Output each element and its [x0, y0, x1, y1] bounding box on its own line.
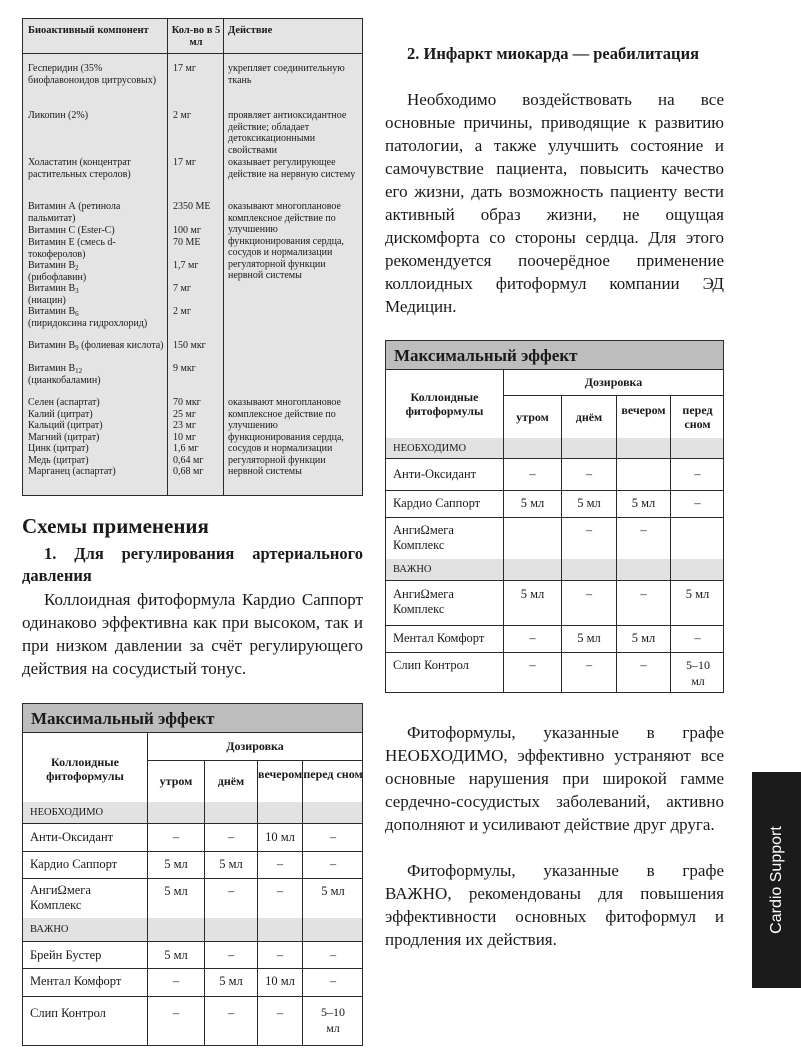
section-needed: НЕОБХОДИМО [23, 802, 362, 824]
dose-evening: 10 мл [265, 830, 295, 844]
mineral-name: Селен (аспартат) [28, 397, 100, 408]
ingredient-amount: 2 мг [173, 110, 191, 121]
subheading-infarction: 2. Инфаркт миокарда — реабилитация [407, 44, 699, 63]
dose-sleep: – [329, 830, 337, 844]
table-row [386, 581, 723, 626]
dose-day: – [585, 587, 593, 601]
formula-name: АнгиΩмега Комплекс [393, 523, 454, 552]
formula-name: Кардио Саппорт [30, 857, 118, 871]
paragraph-needed: Фитоформулы, указанные в графе НЕОБХОДИМО, эффективно устраняют все основные нарушения при широкой гамме сердечно-сосудистых заболеваний, активно дополняют и усиливают действие друг друга. [385, 723, 724, 834]
mineral-name: Марганец (аспартат) [28, 466, 116, 477]
mineral-name: Цинк (цитрат) [28, 443, 89, 454]
ingredient-amount: 100 мг [173, 225, 201, 236]
dose-morning: 5 мл [164, 884, 188, 898]
mineral-name: Калий (цитрат) [28, 408, 93, 420]
dose-sleep: – [694, 496, 701, 510]
header-action: Действие [228, 25, 273, 36]
mineral-name: Медь (цитрат) [28, 454, 89, 466]
dose-day: 5 мл [577, 496, 601, 510]
formula-name: Анти-Оксидант [393, 467, 477, 481]
dose-sleep: 5–10 мл [321, 1005, 345, 1035]
table-row [386, 490, 723, 518]
paragraph-important: Фитоформулы, указанные в графе ВАЖНО, рекомендованы для повышения эффективности основных фитоформул и продления их действия. [385, 861, 724, 949]
header-formula: Коллоидные фитоформулы [405, 390, 484, 418]
dose-evening: – [276, 857, 284, 871]
section-needed: НЕОБХОДИМО [386, 438, 723, 459]
ingredient-amount: 2350 МЕ [173, 201, 211, 212]
ingredient-name: Витамин $В_9$ (фолиевая кислота) [28, 340, 164, 352]
table-header [386, 370, 723, 439]
header-before-sleep: перед сном [303, 767, 363, 781]
dose-day: – [585, 658, 593, 672]
subheading-pressure: 1. Для регулирования артериального давления [22, 544, 363, 585]
header-day: днём [217, 774, 245, 788]
paragraph-infarction: Необходимо воздействовать на все основные причины, приводящие к развитию патологии, а также улучшить состояние и самочувствие пациента, повысить качество его жизни, дать возможность пациенту вести активный образ жизни, не ощущая дискомфорта со стороны сердца. Для этого рекомендуется поочерёдное применение коллоидных фитоформул компании ЭД Медицин. [385, 90, 724, 316]
ingredient-amount: 2 мг [173, 306, 191, 317]
dose-sleep: – [694, 631, 701, 645]
dose-morning: 5 мл [164, 857, 188, 871]
paragraph-pressure: Коллоидная фитоформула Кардио Саппорт одинаково эффективна как при высоком, так и при низком давлении за счёт регулирующего действия на сосудистый тонус. [22, 590, 363, 678]
table-row [23, 968, 362, 997]
mineral-amount: 0,64 мг [173, 454, 204, 466]
dose-day: – [227, 1006, 235, 1020]
ingredient-name: Витамин $В_6$ (пиридоксина гидрохлорид) [28, 306, 148, 329]
dose-evening: 5 мл [631, 631, 656, 645]
dose-sleep: 5 мл [685, 587, 710, 601]
side-tab-label: Cardio Support [767, 826, 785, 934]
dose-evening: 5 мл [631, 496, 656, 510]
ingredient-name: Гесперидин (35% биофлавоноидов цитрусовых) [28, 63, 157, 86]
header-divider [23, 53, 362, 54]
ingredient-amount: 1,7 мг [173, 260, 199, 271]
ingredient-name: Витамин Е (смесь d-токоферолов) [28, 237, 116, 260]
header-day: днём [575, 410, 603, 424]
header-component: Биоактивный компонент [28, 25, 149, 36]
dose-day: – [227, 884, 235, 898]
header-morning: утром [516, 410, 549, 424]
dose-day: – [585, 523, 593, 537]
ingredient-amount: 7 мг [173, 283, 191, 294]
ingredient-name: Витамин $В_{12}$ (цианкобаламин) [28, 363, 101, 386]
formula-name: Слип Контрол [30, 1006, 106, 1020]
dose-sleep: – [329, 948, 337, 962]
dose-sleep: 5–10 мл [686, 658, 710, 688]
dose-morning: – [172, 974, 180, 988]
dose-day: 5 мл [219, 974, 243, 988]
dose-sleep: – [329, 974, 337, 988]
ingredient-name: Витамин С (Ester-C) [28, 225, 115, 236]
formula-name: АнгиΩмега Комплекс [393, 587, 454, 616]
table-row [386, 652, 723, 693]
header-morning: утром [159, 774, 193, 788]
table-row [23, 851, 362, 879]
ingredient-name: Ликопин (2%) [28, 110, 89, 121]
dose-morning: 5 мл [520, 496, 545, 510]
dose-table-infarction [385, 340, 724, 693]
ingredient-amount: 17 мг [173, 157, 196, 168]
dose-day: – [227, 948, 235, 962]
ingredient-amount: 9 мкг [173, 363, 196, 374]
table-header [23, 733, 362, 803]
table-row [386, 459, 723, 491]
dose-evening: – [640, 587, 647, 601]
header-amount: Кол-во в 5 мл [171, 25, 221, 48]
dose-day: – [227, 830, 235, 844]
ingredient-amount: 70 МЕ [173, 237, 201, 248]
mineral-amount: 70 мкг [173, 397, 201, 408]
side-tab [752, 772, 801, 988]
dose-sleep: – [694, 467, 701, 481]
formula-name: АнгиΩмега Комплекс [30, 883, 91, 912]
dose-evening: – [640, 658, 647, 672]
mineral-amount: 0,68 мг [173, 466, 204, 477]
dose-evening: – [276, 948, 284, 962]
dose-evening: – [276, 1006, 284, 1020]
formula-name: Брейн Бустер [30, 948, 102, 962]
table-row [23, 996, 362, 1045]
mineral-amount: 25 мг [173, 408, 196, 420]
formula-name: Ментал Комфорт [30, 974, 122, 988]
dose-morning: – [172, 830, 180, 844]
dose-morning: – [529, 631, 536, 645]
section-important: ВАЖНО [386, 559, 723, 581]
table-row [23, 824, 362, 852]
ingredient-name: Витамин А (ретинола пальмитат) [28, 201, 121, 224]
ingredient-action: оказывает регулирующее действие на нервную систему [228, 157, 356, 180]
mineral-amount: 1,6 мг [173, 443, 199, 454]
table-row [23, 942, 362, 969]
dose-day: 5 мл [219, 857, 243, 871]
dose-morning: – [529, 658, 536, 672]
ingredient-name: Холастатин (концентрат растительных стеролов) [28, 157, 131, 180]
section-important: ВАЖНО [23, 918, 362, 942]
header-dosage: Дозировка [584, 375, 643, 389]
ingredient-name: Витамин $В_3$ (ниацин) [28, 283, 79, 306]
mineral-name: Магний (цитрат) [28, 431, 100, 443]
dose-evening: – [640, 523, 647, 537]
ingredient-name: Витамин $В_2$ (рибофлавин) [28, 260, 87, 283]
table-row [23, 878, 362, 919]
mineral-name: Кальций (цитрат) [28, 420, 103, 431]
ingredients-table [22, 18, 363, 496]
ingredient-action: оказывают многоплановое комплексное действие по улучшению функционирования сердца, сосудов и нормализации регуляторной функции нервной системы [228, 397, 344, 477]
formula-name: Слип Контрол [393, 658, 469, 672]
ingredient-action: оказывают многоплановое комплексное действие по улучшению функционирования сердца, сосудов и нормализации регуляторной функции нервной системы [228, 201, 344, 281]
formula-name: Кардио Саппорт [393, 496, 481, 510]
header-before-sleep: перед сном [682, 403, 713, 431]
header-dosage: Дозировка [226, 739, 284, 753]
dose-evening: – [276, 884, 284, 898]
dose-day: 5 мл [577, 631, 601, 645]
dose-morning: 5 мл [520, 587, 545, 601]
mineral-amount: 10 мг [173, 431, 196, 443]
dose-table-pressure [22, 703, 363, 1046]
dose-sleep: 5 мл [321, 884, 345, 898]
header-formula: Коллоидные фитоформулы [46, 755, 124, 783]
table-row [386, 517, 723, 560]
table-row [386, 625, 723, 653]
formula-name: Анти-Оксидант [30, 830, 114, 844]
dose-morning: – [529, 467, 536, 481]
table-title: Максимальный эффект [386, 341, 723, 370]
header-evening: вечером [621, 403, 666, 417]
header-evening: вечером [258, 767, 303, 781]
ingredient-action: проявляет антиоксидантное действие; обладает детоксикационными свойствами [228, 110, 347, 156]
ingredient-amount: 17 мг [173, 63, 196, 74]
dose-evening: 10 мл [265, 974, 295, 988]
column-divider [223, 19, 224, 495]
dose-morning: – [172, 1006, 180, 1020]
dose-morning: 5 мл [164, 948, 188, 962]
dose-sleep: – [329, 857, 337, 871]
ingredient-amount: 150 мкг [173, 340, 206, 351]
mineral-amount: 23 мг [173, 420, 196, 431]
table-title: Максимальный эффект [23, 704, 362, 733]
section-heading: Схемы применения [22, 514, 209, 538]
formula-name: Ментал Комфорт [393, 631, 485, 645]
dose-day: – [585, 467, 593, 481]
ingredient-action: укрепляет соединительную ткань [228, 63, 345, 86]
